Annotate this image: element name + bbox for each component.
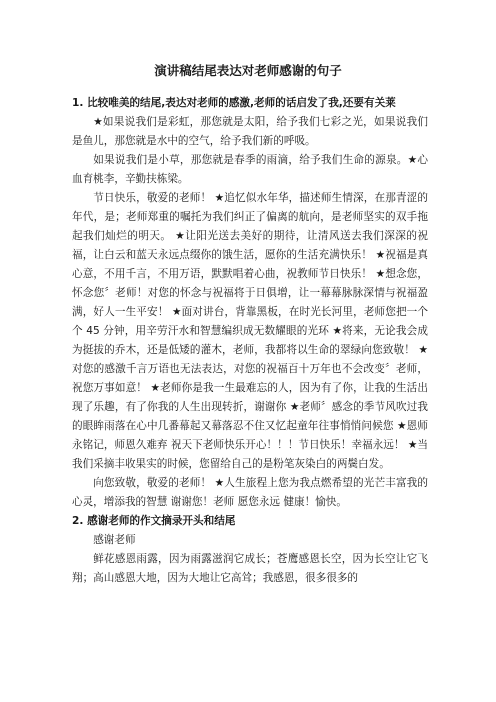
paragraph: 鲜花感恩雨露，因为雨露滋润它成长；苍鹰感恩长空，因为长空让它飞翔；高山感恩大地，因为大地让它高耸；我感恩，很多很多的 xyxy=(72,553,428,584)
section-heading-2: 2. 感谢老师的作文摘录开头和结尾 xyxy=(72,515,236,527)
essay-title: 感谢老师 xyxy=(93,534,136,546)
section-heading-1: 1. 比较唯美的结尾,表达对老师的感激,老师的话启发了我,还要有关莱 xyxy=(72,97,396,109)
paragraph: 如果说我们是小草，那您就是春季的雨滴，给予我们生命的源泉。★心血育桃李，辛勤扶栋梁。 xyxy=(72,154,428,185)
paragraph: ★如果说我们是彩虹，那您就是太阳，给予我们七彩之光，如果说我们是鱼儿，那您就是水中的空气，给予我们新的呼吸。 xyxy=(72,116,428,147)
document-title: 演讲稿结尾表达对老师感谢的句子 xyxy=(154,63,342,78)
paragraph: 节日快乐，敬爱的老师！ ★追忆似水年华，描述师生情深，在那青涩的年代，是；老师郑重的嘱托为我们纠正了偏离的航向，是老师坚实的双手拖起我们灿烂的明天。 ★让阳光送去美好的期待，让清风送去我们深深的祝福，让白云和蓝天永远点缀你的饿生活，愿你的生活充满快乐！ ★祝福是真心意，不用千言，不用万语，默默唱着心曲，祝教师节日快乐！ ★想念您，怀念您〞老师！对您的怀念与祝福将于日俱增，让一幕幕脉脉深情与祝福盈满，好人一生平安！ ★面对讲台，背靠黑板，在时光长河里，老师您把一个个 45 分钟，用辛劳汗水和智慧编织成无数耀眼的光环 ★将来，无论我会成为挺拔的乔木，还是低矮的灌木，老师，我都将以生命的翠绿向您致敬！ ★对您的感激千言万语也无法表达，对您的祝福百十万年也不会改变〞老师，祝您万事如意！ ★老师你是我一生最难忘的人，因为有了你，让我的生活出现了乐趣，有了你我的人生出现转折，谢谢你 ★老师〞感念的季节风吹过我的眼眸雨落在心中几番幕起又幕落忍不住又忆起童年往事悄悄问候您 ★恩师永铭记，师恩久难弃 祝天下老师快乐开心！！！节日快乐！幸福永远！ ★当我们采摘丰收果实的时候，您留给自己的是粉笔灰染白的两鬓白发。 xyxy=(72,192,428,470)
paragraph: 向您致敬，敬爱的老师！ ★人生旅程上您为我点燃希望的光芒丰富我的心灵，增添我的智慧 谢谢您！老师 愿您永远 健康！愉快。 xyxy=(72,477,428,508)
document-body xyxy=(72,94,428,588)
